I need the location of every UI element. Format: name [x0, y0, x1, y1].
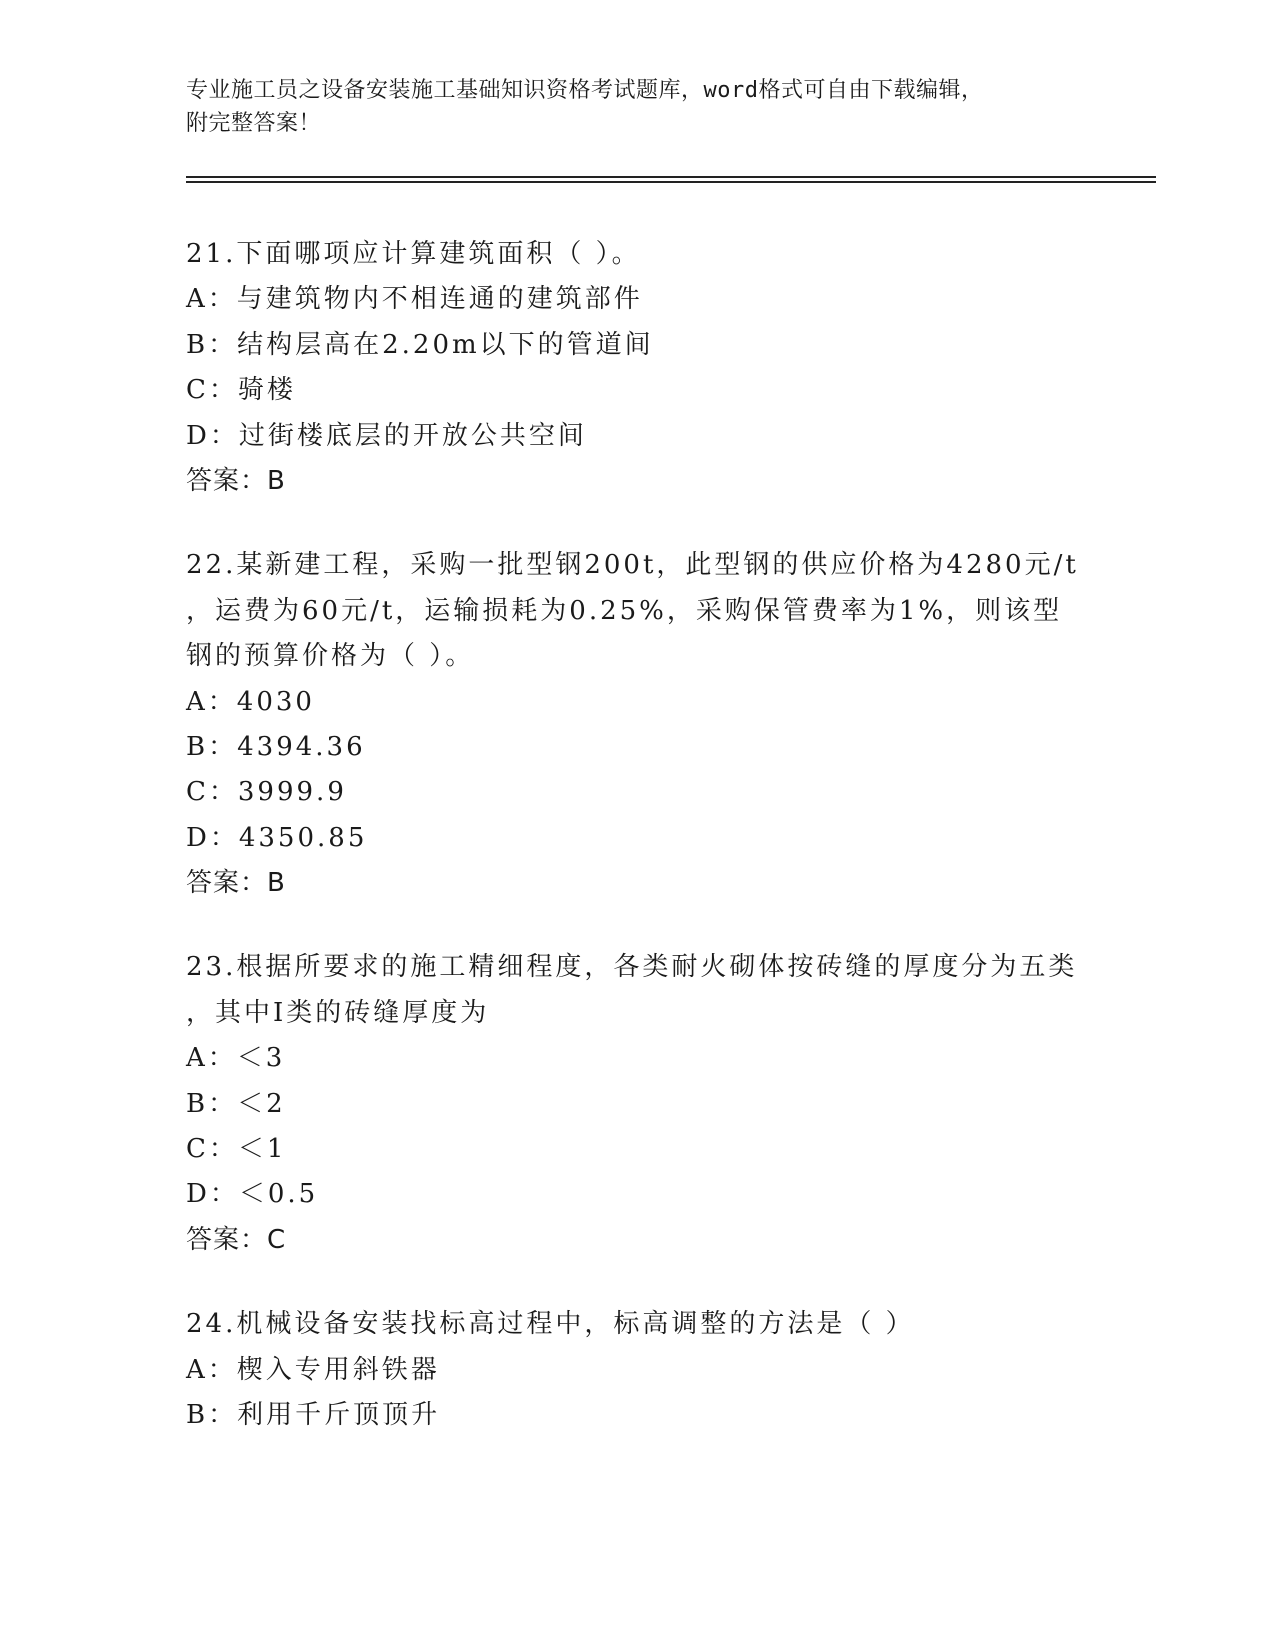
option-a: A：＜3 — [186, 1043, 286, 1074]
option-d: D：4350.85 — [186, 822, 368, 853]
answer-line: 答案：C — [186, 1224, 287, 1255]
header-line-2: 附完整答案！ — [186, 111, 322, 136]
option-d: D：＜0.5 — [186, 1179, 319, 1210]
question-24 — [186, 1302, 1186, 1438]
question-22 — [186, 543, 1186, 906]
option-b: B：结构层高在2.20m以下的管道间 — [186, 329, 654, 360]
question-stem-continued: ，运费为60元/t，运输损耗为0.25%，采购保管费率为1%，则该型 — [186, 595, 1063, 626]
option-a: A：与建筑物内不相连通的建筑部件 — [186, 284, 643, 315]
answer-line: 答案：B — [186, 465, 286, 496]
answer-line: 答案：B — [186, 868, 286, 899]
question-stem: 22.某新建工程，采购一批型钢200t，此型钢的供应价格为4280元/t — [186, 550, 1079, 581]
question-stem-continued: 钢的预算价格为（ ）。 — [186, 641, 475, 672]
header-divider-top — [186, 176, 1156, 178]
question-stem: 23.根据所要求的施工精细程度，各类耐火砌体按砖缝的厚度分为五类 — [186, 952, 1078, 983]
question-stem: 21.下面哪项应计算建筑面积（ ）。 — [186, 239, 641, 269]
question-stem-continued: ，其中I类的砖缝厚度为 — [186, 997, 490, 1028]
option-b: B：利用千斤顶顶升 — [186, 1399, 441, 1430]
question-list — [186, 232, 1186, 1477]
question-stem: 24.机械设备安装找标高过程中，标高调整的方法是（ ） — [186, 1309, 915, 1340]
question-23 — [186, 945, 1186, 1263]
option-d: D：过街楼底层的开放公共空间 — [186, 420, 587, 451]
option-b: B：4394.36 — [186, 731, 366, 762]
page-header — [186, 74, 1166, 140]
option-a: A：楔入专用斜铁器 — [186, 1354, 440, 1385]
option-c: C：骑楼 — [186, 375, 296, 406]
option-b: B：＜2 — [186, 1088, 286, 1119]
question-21 — [186, 232, 1186, 504]
header-divider-bottom — [186, 181, 1156, 183]
option-c: C：＜1 — [186, 1134, 287, 1165]
option-a: A：4030 — [186, 686, 315, 717]
option-c: C：3999.9 — [186, 777, 347, 808]
header-line-1: 专业施工员之设备安装施工基础知识资格考试题库，word格式可自由下载编辑， — [186, 78, 984, 103]
